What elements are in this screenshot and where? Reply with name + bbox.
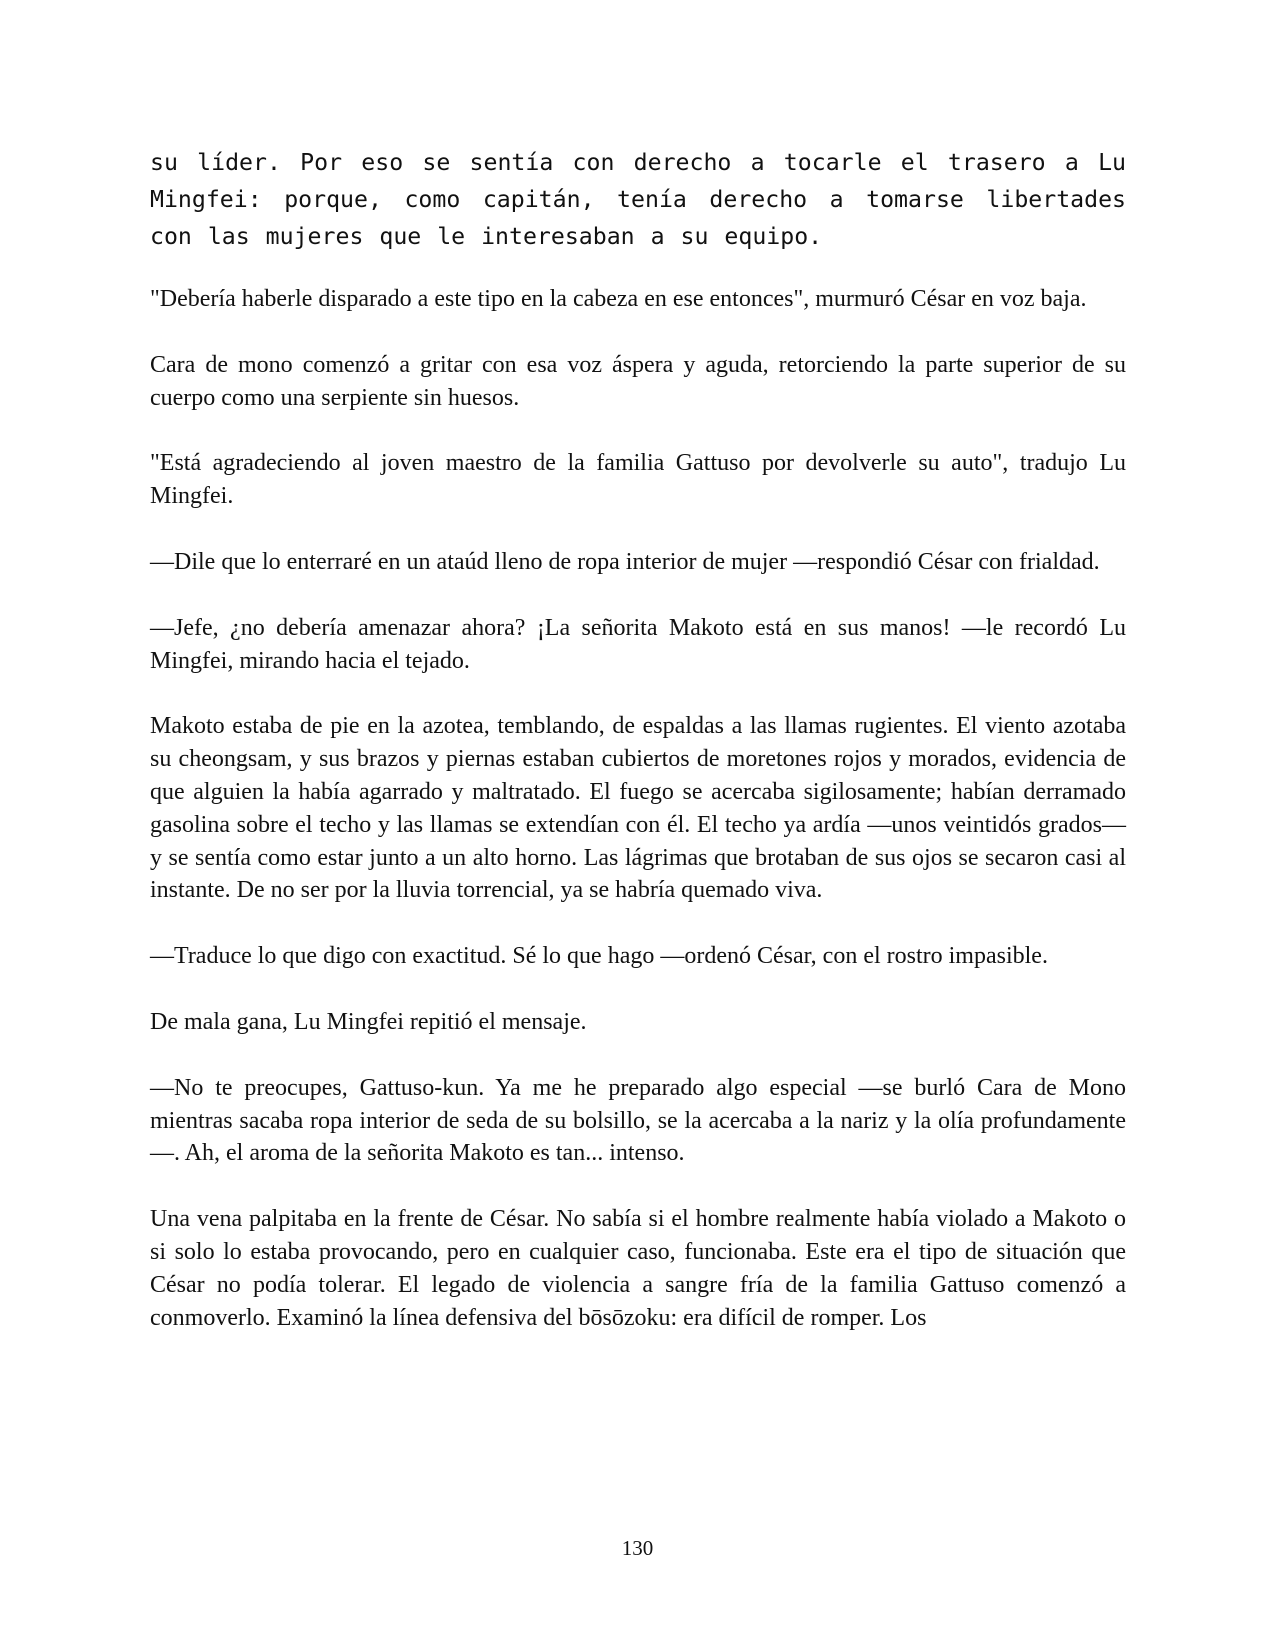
paragraph-7: Makoto estaba de pie en la azotea, temblando, de espaldas a las llamas rugientes. El viento azotaba su cheongsam, y sus brazos y piernas estaban cubiertos de moretones rojos y morados, evidencia de que alguien la había agarrado y maltratado. El fuego se acercaba sigilosamente; habían derramado gasolina sobre el techo y las llamas se extendían con él. El techo ya ardía —unos veintidós grados— y se sentía como estar junto a un alto horno. Las lágrimas que brotaban de sus ojos se secaron casi al instante. De no ser por la lluvia torrencial, ya se habría quemado viva. [150,713,1126,904]
paragraph-4: "Está agradeciendo al joven maestro de la familia Gattuso por devolverle su auto", tradujo Lu Mingfei. [150,450,1126,510]
paragraph-11: Una vena palpitaba en la frente de César. No sabía si el hombre realmente había violado a Makoto o si solo lo estaba provocando, pero en cualquier caso, funcionaba. Este era el tipo de situación que César no podía tolerar. El legado de violencia a sangre fría de la familia Gattuso comenzó a conmoverlo. Examinó la línea defensiva del bōsōzoku: era difícil de romper. Los [150,1206,1126,1331]
paragraph-8: —Traduce lo que digo con exactitud. Sé lo que hago —ordenó César, con el rostro impasible. [150,943,1048,970]
page-number: 130 [621,1536,654,1560]
paragraph-1: su líder. Por eso se sentía con derecho a tocarle el trasero a Lu Mingfei: porque, como capitán, tenía derecho a tomarse libertades con las mujeres que le interesaban a su equipo. [150,149,1126,250]
paragraph-3: Cara de mono comenzó a gritar con esa voz áspera y aguda, retorciendo la parte superior de su cuerpo como una serpiente sin huesos. [150,351,1126,411]
paragraph-9: De mala gana, Lu Mingfei repitió el mensaje. [150,1008,587,1035]
page-body [150,144,1126,1367]
paragraph-5: —Dile que lo enterraré en un ataúd lleno de ropa interior de mujer —respondió César con frialdad. [150,548,1100,575]
paragraph-10: —No te preocupes, Gattuso-kun. Ya me he preparado algo especial —se burló Cara de Mono mientras sacaba ropa interior de seda de su bolsillo, se la acercaba a la nariz y la olía profundamente—. Ah, el aroma de la señorita Makoto es tan... intenso. [150,1074,1126,1167]
paragraph-6: —Jefe, ¿no debería amenazar ahora? ¡La señorita Makoto está en sus manos! —le recordó Lu Mingfei, mirando hacia el tejado. [150,614,1126,674]
paragraph-2: "Debería haberle disparado a este tipo en la cabeza en ese entonces", murmuró César en voz baja. [150,286,1087,312]
